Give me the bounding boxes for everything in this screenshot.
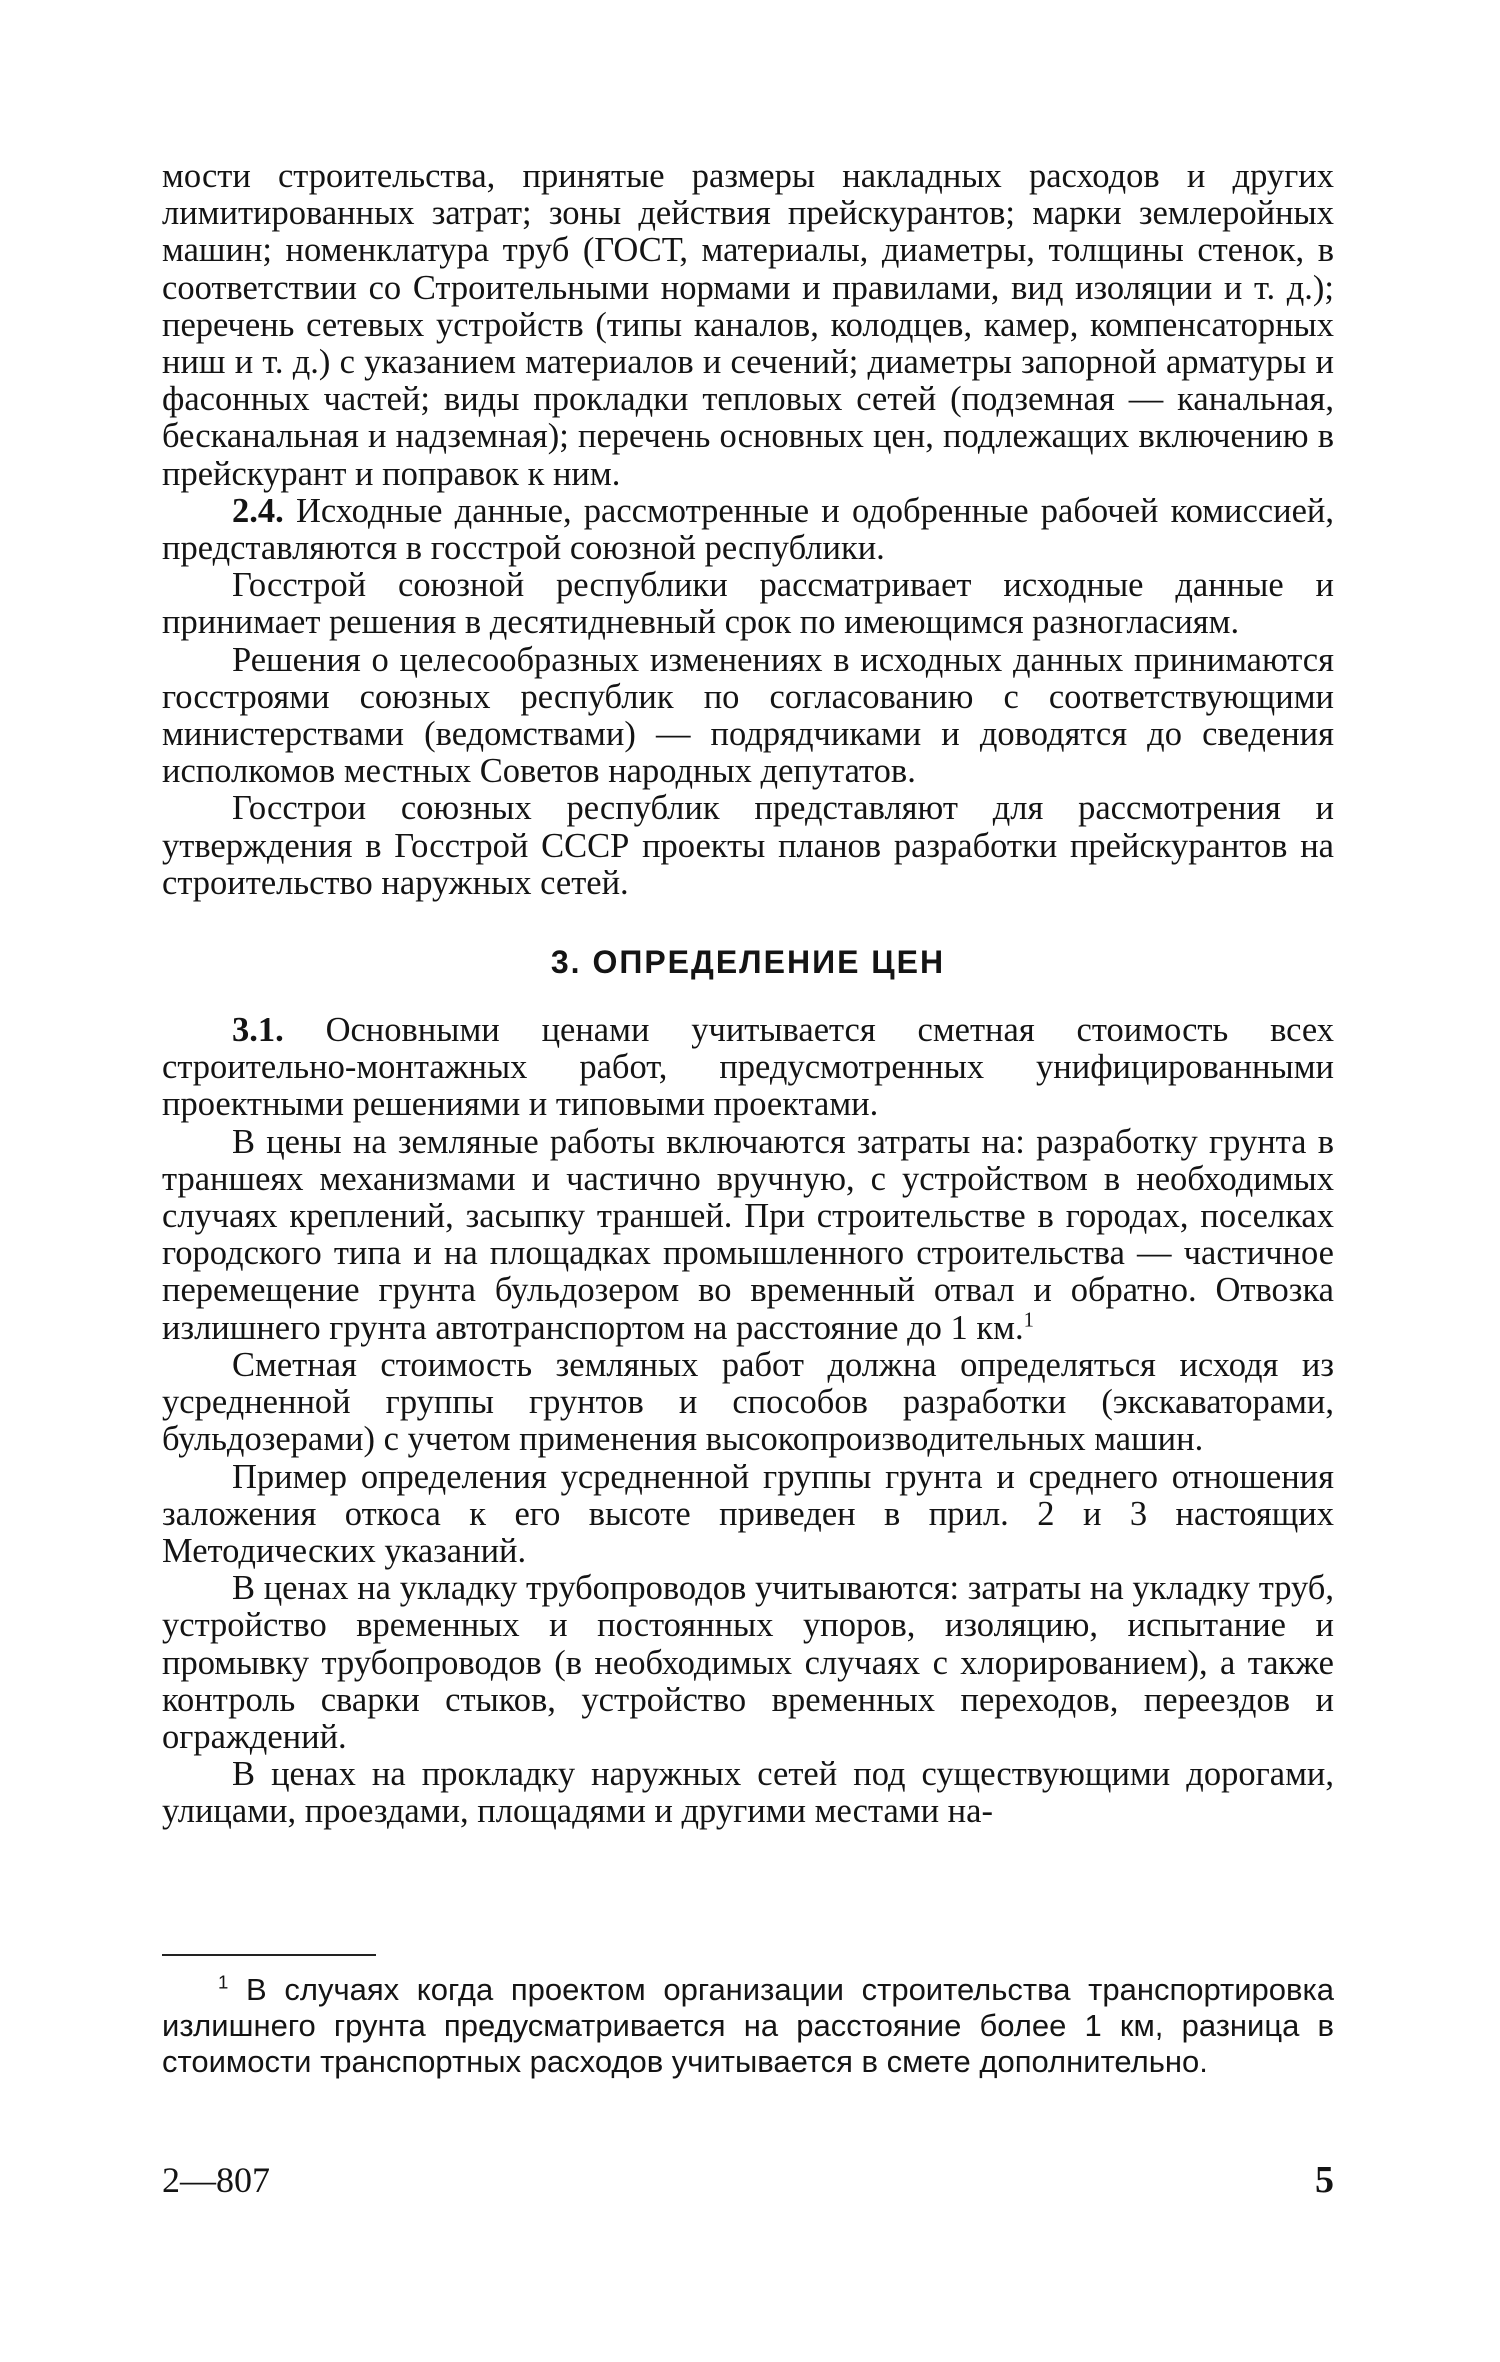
paragraph: В ценах на прокладку наружных сетей под существующими дорогами, улицами, проездами, площадями и другими местами на-: [162, 1755, 1334, 1831]
footnote-marker: 1: [218, 1971, 229, 1993]
paragraph: Решения о целесообразных изменениях в исходных данных принимаются госстроями союзных республик по согласованию с соответствующими министерствами (ведомствами) — подрядчиками и доводятся до сведения исполкомов местных Советов народных депутатов.: [162, 640, 1334, 791]
section-heading: 3. ОПРЕДЕЛЕНИЕ ЦЕН: [550, 944, 946, 981]
clause-number: 3.1.: [232, 1011, 284, 1050]
paragraph-3-1: [162, 1012, 1334, 1124]
page-number: 5: [1315, 2159, 1334, 2201]
paragraph-text: Исходные данные, рассмотренные и одобренные рабочей комиссией, представляются в госстрой союзной республики.: [162, 491, 1334, 568]
paragraph: [162, 1124, 1334, 1347]
paragraph: Пример определения усредненной группы грунта и среднего отношения заложения откоса к его высоте приведен в прил. 2 и 3 настоящих Методических указаний.: [162, 1457, 1334, 1570]
paragraph: В ценах на укладку трубопроводов учитываются: затраты на укладку труб, устройство временных и постоянных упоров, изоляцию, испытание и промывку трубопроводов (в необходимых случаях с хлорированием), а также контроль сварки стыков, устройство временных переходов, переездов и ограждений.: [162, 1569, 1334, 1756]
footnote-text: В случаях когда проектом организации строительства транспортировка излишнего грунта предусматривается на расстояние более 1 км, разница в стоимости транспортных расходов учитывается в смете дополнительно.: [162, 1972, 1334, 2079]
paragraph: Госстрой союзной республики рассматривает исходные данные и принимает решения в десятидневный срок по имеющимся разногласиям.: [162, 566, 1334, 642]
paragraph: Сметная стоимость земляных работ должна определяться исходя из усредненной группы грунтов и способов разработки (экскаваторами, бульдозерами) с учетом применения высокопроизводительных машин.: [162, 1345, 1334, 1459]
paragraph-continuation: мости строительства, принятые размеры накладных расходов и других лимитированных затрат; зоны действия прейскурантов; марки землеройных машин; номенклатура труб (ГОСТ, материалы, диаметры, толщины стенок, в соответствии со Строительными нормами и правилами, вид изоляции и т. д.); перечень сетевых устройств (типы каналов, колодцев, камер, компенсаторных ниш и т. д.) с указанием материалов и сечений; диаметры запорной арматуры и фасонных частей; виды прокладки тепловых сетей (подземная — канальная, бесканальная и надземная); перечень основных цен, подлежащих включению в прейскурант и поправок к ним.: [162, 157, 1334, 493]
paragraph-text: В цены на земляные работы включаются затраты на: разработку грунта в траншеях механизмами и частично вручную, с устройством в необходимых случаях креплений, засыпку траншей. При строительстве в городах, поселках городского типа и на площадках промышленного строительства — частичное перемещение грунта бульдозером во временный отвал и обратно. Отвозка излишнего грунта автотранспортом на расстояние до 1 км.: [162, 1122, 1334, 1347]
clause-number: 2.4.: [232, 491, 284, 530]
paragraph-2-4: [162, 493, 1334, 567]
page-body: [162, 158, 1334, 1831]
paragraph: Госстрои союзных республик представляют для рассмотрения и утверждения в Госстрой СССР проекты планов разработки прейскурантов на строительство наружных сетей.: [162, 789, 1334, 902]
footnote: [162, 1972, 1334, 2080]
paragraph-text: Основными ценами учитывается сметная стоимость всех строительно-монтажных работ, предусмотренных унифицированными проектными решениями и типовыми проектами.: [162, 1011, 1334, 1124]
footnote-ref: 1: [1023, 1309, 1034, 1332]
printer-signature: 2—807: [162, 2160, 270, 2200]
footnote-divider: [162, 1954, 376, 1956]
